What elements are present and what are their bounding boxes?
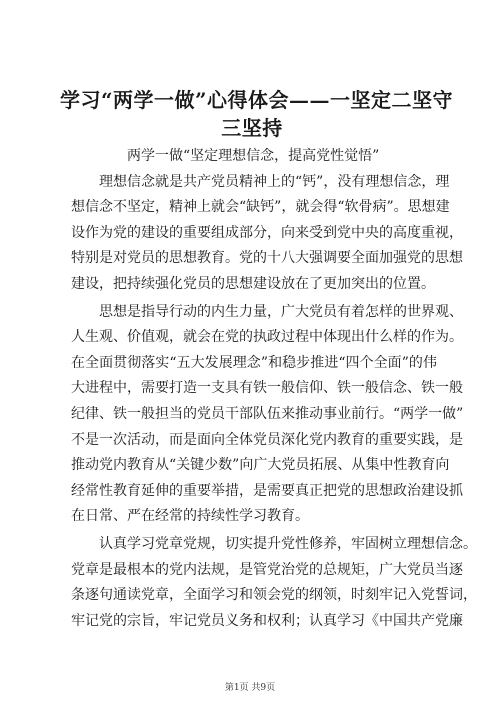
page-footer: 第1页 共9页 <box>224 683 276 693</box>
text-line: 牢记党的宗旨，牢记党员义务和权利；认真学习《中国共产党廉 <box>71 612 463 629</box>
title-line: 学习“两学一做”心得体会——一坚定二坚守 <box>60 88 454 112</box>
text-line: 不是一次活动，而是面向全体党员深化党内教育的重要实践，是 <box>71 431 463 448</box>
text-line: 大进程中，需要打造一支具有铁一般信仰、铁一般信念、铁一般 <box>71 380 463 397</box>
text-line: 设作为党的建设的重要组成部分，向来受到党中央的高度重视， <box>71 224 463 241</box>
title-line: 三坚持 <box>221 116 283 140</box>
text-line: 党章是最根本的党内法规，是管党治党的总规矩，广大党员当逐 <box>71 561 463 578</box>
document-body <box>71 144 477 636</box>
text-line: 经常性教育延伸的重要举措，是需要真正把党的思想政治建设抓 <box>71 482 463 499</box>
text-line: 特别是对党员的思想教育。党的十八大强调要全面加强党的思想 <box>71 250 463 267</box>
text-line: 两学一做“坚定理想信念，提高党性觉悟” <box>127 148 380 164</box>
section-heading <box>71 144 437 170</box>
text-line: 推动党内教育从“关键少数”向广大党员拓展、从集中性教育向 <box>71 457 450 474</box>
text-line: 在全面贯彻落实“五大发展理念”和稳步推进“四个全面”的伟 <box>71 354 437 371</box>
text-line: 人生观、价值观，就会在党的执政过程中体现出什么样的作为。 <box>71 329 463 346</box>
text-line: 想信念不坚定，精神上就会“缺钙”，就会得“软骨病”。思想建 <box>71 199 450 216</box>
paragraph <box>71 532 477 634</box>
text-line: 理想信念就是共产党员精神上的“钙”，没有理想信念，理 <box>99 173 450 190</box>
text-line: 建设，把持续强化党员的思想建设放在了更加突出的位置。 <box>71 275 435 292</box>
text-line: 条逐句通读党章，全面学习和领会党的纲领，时刻牢记入党誓词， <box>71 587 477 604</box>
document-title <box>60 86 454 142</box>
text-line: 在日常、严在经常的持续性学习教育。 <box>71 508 309 525</box>
text-line: 纪律、铁一般担当的党员干部队伍来推动事业前行。“两学一做” <box>71 405 464 422</box>
text-line: 认真学习党章党规，切实提升党性修养，牢固树立理想信念。 <box>99 535 477 552</box>
text-line: 思想是指导行动的内生力量，广大党员有着怎样的世界观、 <box>99 303 463 320</box>
paragraph <box>71 300 464 530</box>
paragraph <box>71 170 463 298</box>
